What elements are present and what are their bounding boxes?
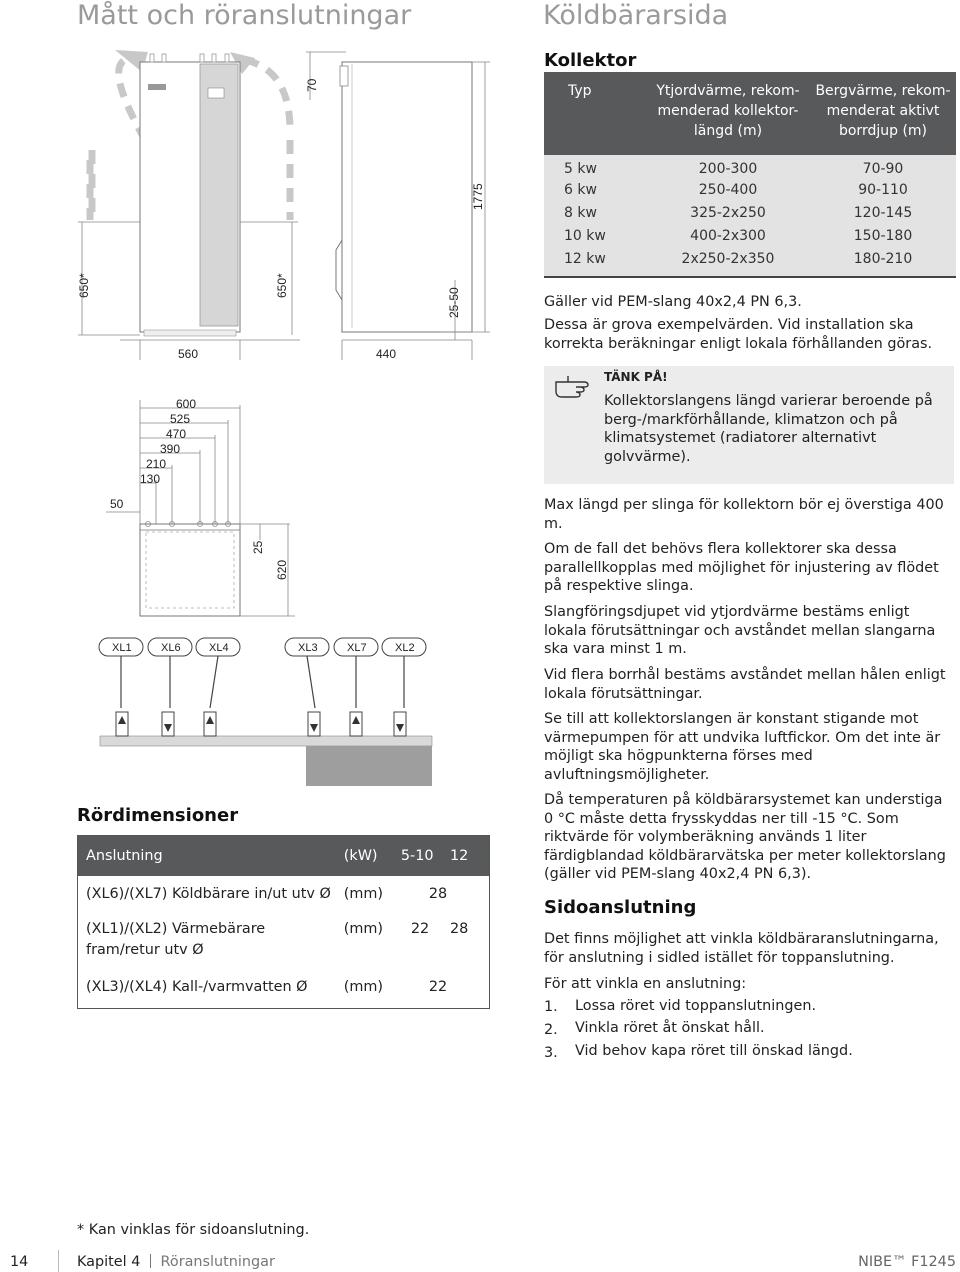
offset-525: 525 [170, 412, 191, 426]
table-row [78, 876, 490, 915]
rd-row-value: 22 [410, 921, 430, 937]
plan-view [140, 522, 240, 617]
table-row [544, 178, 956, 201]
paragraph: Slangföringsdjupet vid ytjordvärme bestäms enligt lokala förutsättningar och avståndet mellan slangarna ska vara minst 1 m. [544, 604, 936, 657]
feet-dim-label: 25-50 [447, 287, 461, 318]
offset-50: 50 [110, 497, 124, 511]
rd-row-label: (XL3)/(XL4) Kall-/varmvatten Ø [86, 979, 308, 995]
pipe-connections [100, 712, 432, 786]
step-number: 2. [544, 1022, 558, 1038]
offset-210: 210 [146, 457, 167, 471]
kollektor-header-berg: Bergvärme, rekom-menderat aktivt borrdjup (m) [810, 72, 956, 155]
table-cell: 150-180 [810, 224, 956, 247]
page-number: 14 [10, 1254, 29, 1270]
table-row [78, 971, 490, 1009]
offset-130: 130 [140, 472, 161, 486]
kollektor-header-ytjord: Ytjordvärme, rekom-menderad kollektor-längd (m) [646, 72, 810, 155]
rd-header-anslutning: Anslutning [78, 836, 344, 877]
tip-label: TÄNK PÅ! [604, 370, 668, 384]
step-text: Lossa röret vid toppanslutningen. [575, 998, 817, 1014]
rordimensioner-heading: Rördimensioner [77, 805, 239, 826]
sido-intro: Det finns möjlighet att vinkla köldbäraranslutningarna, för anslutning i sidled istället för toppanslutning. [544, 931, 939, 966]
tip-text: Kollektorslangens längd varierar beroende på berg-/markförhållande, klimatzon och på klimatsystemet (radiatorer alternativt golvvärme). [604, 393, 933, 465]
kollektor-heading: Kollektor [544, 50, 637, 71]
rd-row-unit: (mm) [343, 921, 384, 937]
connection-labels [99, 638, 426, 656]
table-cell: 70-90 [810, 155, 956, 178]
table-cell: 325-2x250 [646, 201, 810, 224]
front-view [140, 54, 240, 336]
top-dim-label: 70 [305, 78, 319, 92]
table-row [544, 247, 956, 277]
chapter-label: Kapitel 4 [77, 1254, 141, 1270]
step-text: Vid behov kapa röret till önskad längd. [575, 1043, 853, 1059]
footer-chapter [77, 1254, 275, 1270]
offset-390: 390 [160, 442, 181, 456]
offset-600: 600 [176, 397, 197, 411]
label-xl4: XL4 [209, 642, 229, 654]
height-650-right: 650* [275, 273, 289, 298]
chapter-separator [150, 1254, 151, 1268]
note-pem: Gäller vid PEM-slang 40x2,4 PN 6,3. [544, 294, 802, 310]
footnote: * Kan vinklas för sidoanslutning. [77, 1222, 310, 1238]
table-cell: 8 kw [544, 201, 646, 224]
table-cell: 5 kw [544, 155, 646, 178]
table-row [544, 155, 956, 178]
table-cell: 180-210 [810, 247, 956, 277]
kollektor-header [544, 72, 956, 155]
rd-row-value: 28 [428, 886, 448, 902]
kollektor-table [544, 72, 956, 278]
paragraph: Se till att kollektorslangen är konstant stigande mot värmepumpen för att undvika luftfickor. Om det inte är möjligt ska högpunkterna förses med avluftningsmöjligheter. [544, 711, 941, 783]
table-cell: 120-145 [810, 201, 956, 224]
rordimensioner-table [77, 835, 490, 1009]
table-cell: 10 kw [544, 224, 646, 247]
table-cell: 250-400 [646, 178, 810, 201]
paragraph: Max längd per slinga för kollektorn bör ej överstiga 400 m. [544, 497, 944, 532]
plan-dim-25: 25 [251, 540, 265, 554]
rd-row-unit: (mm) [343, 886, 384, 902]
rd-row-unit: (mm) [343, 979, 384, 995]
rd-row-value: 28 [449, 921, 469, 937]
rd-row-value: 22 [428, 979, 448, 995]
side-width-label: 440 [376, 347, 397, 361]
label-xl7: XL7 [347, 642, 367, 654]
rd-header-5-10: 5-10 [401, 836, 450, 877]
page-title-left: Mått och röranslutningar [77, 0, 412, 31]
table-cell: 12 kw [544, 247, 646, 277]
page-title-right: Köldbärarsida [543, 0, 729, 31]
footer-divider [58, 1250, 59, 1272]
table-cell: 2x250-2x350 [646, 247, 810, 277]
sido-lead: För att vinkla en anslutning: [544, 976, 747, 992]
rd-header-kw: (kW) [344, 836, 401, 877]
page-number-box [0, 1252, 58, 1272]
rd-header-12: 12 [450, 836, 490, 877]
table-cell: 6 kw [544, 178, 646, 201]
footer-brand: NIBE™ F1245 [858, 1254, 956, 1270]
offset-470: 470 [166, 427, 187, 441]
total-height-label: 1775 [471, 183, 485, 210]
sidoanslutning-heading: Sidoanslutning [544, 897, 697, 918]
label-xl2: XL2 [395, 642, 415, 654]
step-number: 3. [544, 1045, 558, 1061]
pointing-hand-icon [554, 374, 600, 400]
note-rough-values: Dessa är grova exempelvärden. Vid installation ska korrekta beräkningar enligt lokala förhållanden göras. [544, 317, 933, 352]
dimension-drawing [60, 40, 500, 800]
paragraph: Då temperaturen på köldbärarsystemet kan understiga 0 °C måste detta frysskyddas ner till -15 °C. Som riktvärde för volymberäkning används 1 liter färdigblandad köldbärarvätska per meter kollektorslang (gäller vid PEM-slang 40x2,4 PN 6,3). [544, 792, 946, 882]
kollektor-header-typ: Typ [544, 72, 646, 155]
label-xl6: XL6 [161, 642, 181, 654]
rd-table-header [78, 836, 490, 877]
table-cell: 90-110 [810, 178, 956, 201]
table-cell: 400-2x300 [646, 224, 810, 247]
rd-row-label: (XL1)/(XL2) Värmebärare fram/retur utv Ø [86, 921, 266, 958]
label-xl3: XL3 [298, 642, 318, 654]
paragraph: Vid flera borrhål bestäms avståndet mellan hålen enligt lokala förutsättningar. [544, 667, 946, 702]
tilt-arrow-left [90, 50, 148, 220]
plan-dim-620: 620 [275, 559, 289, 580]
paragraph: Om de fall det behövs flera kollektorer ska dessa parallellkopplas med möjlighet för injustering av flödet på respektive slinga. [544, 541, 939, 594]
chapter-section: Röranslutningar [160, 1254, 275, 1270]
step-text: Vinkla röret åt önskat håll. [575, 1020, 765, 1036]
table-cell: 200-300 [646, 155, 810, 178]
table-row [544, 224, 956, 247]
front-width-label: 560 [178, 347, 199, 361]
rd-row-label: (XL6)/(XL7) Köldbärare in/ut utv Ø [86, 886, 331, 902]
table-row [544, 201, 956, 224]
table-row [78, 915, 490, 971]
height-650-left: 650* [77, 273, 91, 298]
tip-box [544, 366, 954, 484]
label-xl1: XL1 [112, 642, 132, 654]
step-number: 1. [544, 999, 558, 1015]
